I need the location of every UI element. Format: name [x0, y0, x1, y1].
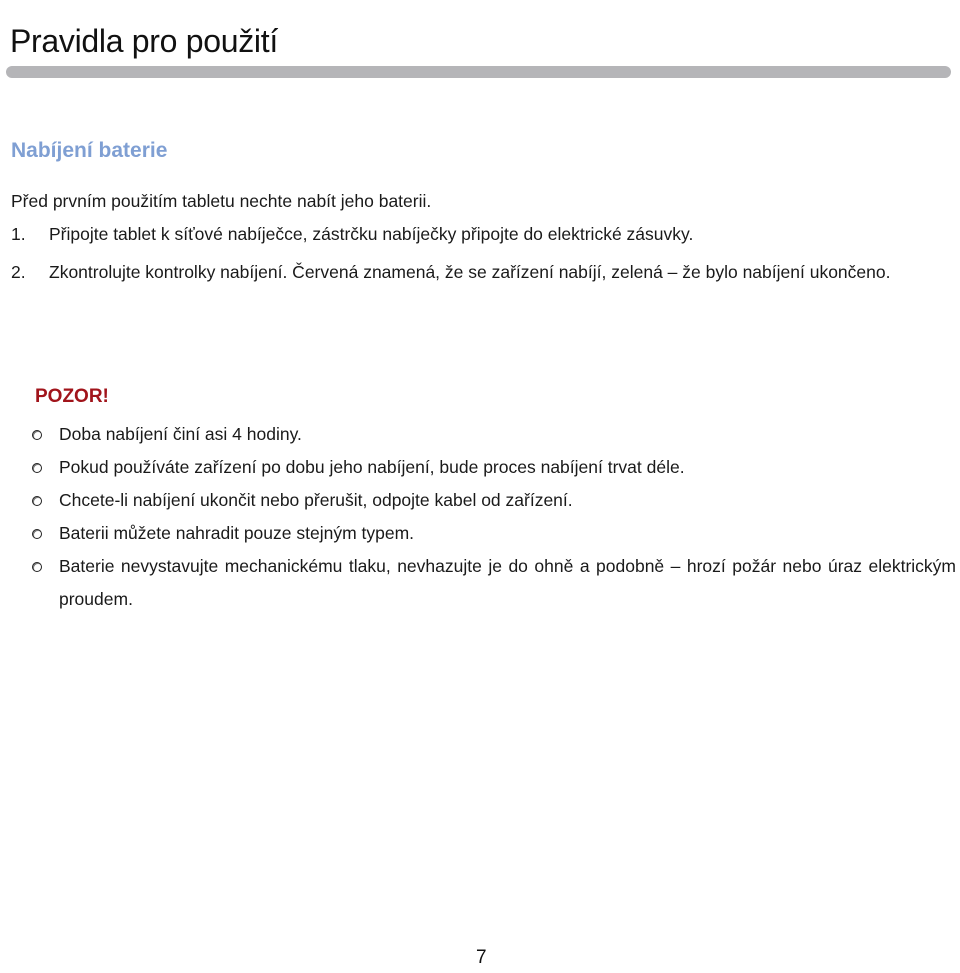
title-divider [6, 66, 951, 78]
list-item [30, 484, 956, 517]
list-item-text: Baterie nevystavujte mechanickému tlaku, nevhazujte je do ohně a podobně – hrozí požár nebo úraz elektrickým proudem. [59, 556, 956, 609]
list-item [30, 517, 956, 550]
bullet-icon [32, 529, 42, 539]
step-text: Připojte tablet k síťové nabíječce, zástrčku nabíječky připojte do elektrické zásuvky. [49, 224, 694, 244]
step-number: 1. [11, 224, 26, 244]
page-title: Pravidla pro použití [10, 23, 278, 60]
bullet-icon [32, 562, 42, 572]
step-number: 2. [11, 262, 26, 282]
page-number: 7 [476, 947, 487, 968]
warning-title: POZOR! [35, 386, 109, 407]
list-item-text: Doba nabíjení činí asi 4 hodiny. [59, 424, 302, 444]
list-item [30, 418, 956, 451]
warning-list [30, 418, 956, 616]
list-item-text: Baterii můžete nahradit pouze stejným typem. [59, 523, 415, 543]
list-item [30, 550, 956, 616]
intro-paragraph: Před prvním použitím tabletu nechte nabít jeho baterii. [11, 191, 432, 211]
bullet-icon [32, 430, 42, 440]
list-item-text: Chcete-li nabíjení ukončit nebo přerušit, odpojte kabel od zařízení. [59, 490, 573, 510]
list-item-text: Pokud používáte zařízení po dobu jeho nabíjení, bude proces nabíjení trvat déle. [59, 457, 685, 477]
step-1 [11, 223, 955, 245]
step-text: Zkontrolujte kontrolky nabíjení. Červená znamená, že se zařízení nabíjí, zelená – že bylo nabíjení ukončeno. [49, 262, 891, 282]
section-heading: Nabíjení baterie [11, 139, 168, 163]
list-item [30, 451, 956, 484]
bullet-icon [32, 496, 42, 506]
bullet-icon [32, 463, 42, 473]
